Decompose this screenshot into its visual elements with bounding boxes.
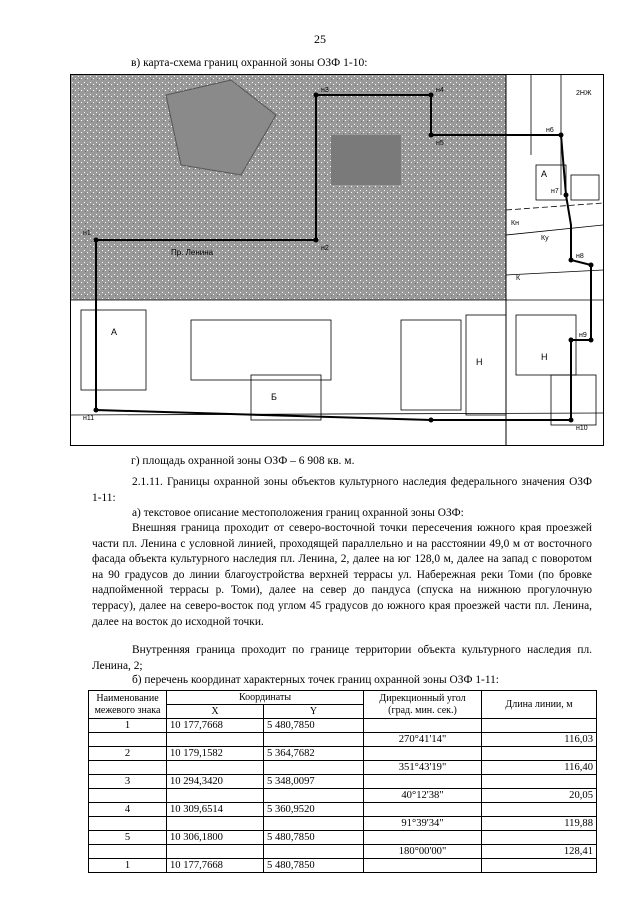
table-row bbox=[89, 761, 597, 775]
boundary-map bbox=[70, 74, 604, 446]
marker-name-cell: 2 bbox=[89, 747, 167, 761]
line-length-cell: 128,41 bbox=[482, 845, 597, 859]
coordinates-table bbox=[88, 690, 597, 873]
header-coordinates: Координаты bbox=[167, 691, 364, 705]
direction-angle-cell: 351°43'19" bbox=[364, 761, 482, 775]
marker-name-cell bbox=[89, 817, 167, 831]
direction-angle-cell: 180°00'00" bbox=[364, 845, 482, 859]
point-label: н9 bbox=[579, 332, 587, 339]
table-row bbox=[89, 733, 597, 747]
point-label: н8 bbox=[576, 253, 584, 260]
table-row bbox=[89, 831, 597, 845]
line-length-cell bbox=[482, 775, 597, 789]
page-number: 25 bbox=[314, 32, 326, 46]
line-length-cell bbox=[482, 859, 597, 873]
x-coordinate-cell: 10 309,6514 bbox=[167, 803, 264, 817]
line-length-cell bbox=[482, 719, 597, 733]
direction-angle-cell bbox=[364, 775, 482, 789]
text-b-heading: б) перечень координат характерных точек границ охранной зоны ОЗФ 1-11: bbox=[132, 674, 499, 686]
table-row bbox=[89, 775, 597, 789]
text-a-heading: а) текстовое описание местоположения границ охранной зоны ОЗФ: bbox=[132, 507, 464, 519]
x-coordinate-cell bbox=[167, 789, 264, 803]
point-label: н5 bbox=[436, 140, 444, 147]
area-label: Н bbox=[476, 357, 483, 367]
y-coordinate-cell bbox=[264, 733, 364, 747]
y-coordinate-cell: 5 480,7850 bbox=[264, 719, 364, 733]
x-coordinate-cell bbox=[167, 761, 264, 775]
table-row bbox=[89, 845, 597, 859]
x-coordinate-cell: 10 177,7668 bbox=[167, 719, 264, 733]
y-coordinate-cell: 5 348,0097 bbox=[264, 775, 364, 789]
direction-angle-cell: 91°39'34" bbox=[364, 817, 482, 831]
dark-building bbox=[331, 135, 401, 185]
point-label: н2 bbox=[321, 245, 329, 252]
line-length-cell: 116,40 bbox=[482, 761, 597, 775]
x-coordinate-cell: 10 306,1800 bbox=[167, 831, 264, 845]
area-line: г) площадь охранной зоны ОЗФ – 6 908 кв. м. bbox=[131, 455, 355, 467]
x-coordinate-cell: 10 179,1582 bbox=[167, 747, 264, 761]
text-paragraph-2: Внутренняя граница проходит по границе территории объекта культурного наследия пл. Ленина, 2; bbox=[92, 644, 592, 672]
x-coordinate-cell: 10 177,7668 bbox=[167, 859, 264, 873]
table-row bbox=[89, 719, 597, 733]
x-coordinate-cell bbox=[167, 733, 264, 747]
header-x: X bbox=[167, 705, 264, 719]
point-label: н3 bbox=[321, 87, 329, 94]
direction-angle-cell bbox=[364, 859, 482, 873]
y-coordinate-cell: 5 480,7850 bbox=[264, 859, 364, 873]
x-coordinate-cell bbox=[167, 845, 264, 859]
x-coordinate-cell: 10 294,3420 bbox=[167, 775, 264, 789]
area-label: А bbox=[111, 327, 118, 337]
line-length-cell: 116,03 bbox=[482, 733, 597, 747]
map-drawing bbox=[71, 75, 603, 445]
point-label: н6 bbox=[546, 127, 554, 134]
marker-name-cell bbox=[89, 733, 167, 747]
header-marker-name: Наименование межевого знака bbox=[89, 691, 167, 719]
line-length-cell: 20,05 bbox=[482, 789, 597, 803]
table-row bbox=[89, 789, 597, 803]
header-direction-angle: Дирекционный угол (град. мин. сек.) bbox=[364, 691, 482, 719]
marker-name-cell: 4 bbox=[89, 803, 167, 817]
marker-name-cell bbox=[89, 761, 167, 775]
area-label: 2НЖ bbox=[576, 90, 592, 97]
y-coordinate-cell bbox=[264, 789, 364, 803]
y-coordinate-cell: 5 360,9520 bbox=[264, 803, 364, 817]
point-label: н4 bbox=[436, 87, 444, 94]
area-label: Н bbox=[541, 352, 548, 362]
table-row bbox=[89, 803, 597, 817]
line-length-cell bbox=[482, 747, 597, 761]
y-coordinate-cell bbox=[264, 845, 364, 859]
point-label: н7 bbox=[551, 188, 559, 195]
street-label: Пр. Ленина bbox=[171, 248, 214, 257]
y-coordinate-cell: 5 364,7682 bbox=[264, 747, 364, 761]
marker-name-cell bbox=[89, 845, 167, 859]
header-line-length: Длина линии, м bbox=[482, 691, 597, 719]
y-coordinate-cell bbox=[264, 761, 364, 775]
area-label: А bbox=[541, 169, 548, 179]
point-label: н1 bbox=[83, 230, 91, 237]
area-label: Б bbox=[271, 392, 277, 402]
coordinates-table-body bbox=[89, 719, 597, 873]
table-row bbox=[89, 859, 597, 873]
direction-angle-cell bbox=[364, 719, 482, 733]
aerial-photo-area bbox=[71, 75, 506, 300]
table-row bbox=[89, 817, 597, 831]
area-label: К bbox=[516, 275, 521, 282]
direction-angle-cell bbox=[364, 747, 482, 761]
y-coordinate-cell bbox=[264, 817, 364, 831]
direction-angle-cell bbox=[364, 803, 482, 817]
y-coordinate-cell: 5 480,7850 bbox=[264, 831, 364, 845]
point-label: н11 bbox=[83, 415, 95, 422]
line-length-cell bbox=[482, 831, 597, 845]
marker-name-cell bbox=[89, 789, 167, 803]
map-caption: в) карта-схема границ охранной зоны ОЗФ 1-10: bbox=[131, 57, 368, 69]
area-label: Кн bbox=[511, 220, 519, 227]
table-row bbox=[89, 747, 597, 761]
line-length-cell bbox=[482, 803, 597, 817]
point-label: н10 bbox=[576, 425, 588, 432]
header-y: Y bbox=[264, 705, 364, 719]
line-length-cell: 119,88 bbox=[482, 817, 597, 831]
marker-name-cell: 1 bbox=[89, 859, 167, 873]
text-paragraph-1: Внешняя граница проходит от северо-восточной точки пересечения южного края проезжей части пл. Ленина с условной линией, проходящей параллельно и на расстоянии 49,0 м от восточного фасада объекта культурного наследия пл. Ленина, 2, далее на юг 128,0 м, далее на запад с поворотом на 90 градусов до линии благоустройства верхней террасы ул. Набережная реки Томи (по бровке надпойменной террасы р. Томи), далее на север до пандуса (спуска на нижнюю прогулочную террасу), далее на северо-восток под углом 45 градусов до южного края проезжей части пл. Ленина, далее на восток до исходной точки. bbox=[92, 522, 592, 628]
x-coordinate-cell bbox=[167, 817, 264, 831]
marker-name-cell: 3 bbox=[89, 775, 167, 789]
direction-angle-cell: 40°12'38" bbox=[364, 789, 482, 803]
direction-angle-cell bbox=[364, 831, 482, 845]
direction-angle-cell: 270°41'14" bbox=[364, 733, 482, 747]
section-heading: 2.1.11. Границы охранной зоны объектов культурного наследия федерального значения ОЗФ 1-11: bbox=[92, 476, 592, 504]
marker-name-cell: 1 bbox=[89, 719, 167, 733]
marker-name-cell: 5 bbox=[89, 831, 167, 845]
area-label: Ку bbox=[541, 235, 549, 242]
